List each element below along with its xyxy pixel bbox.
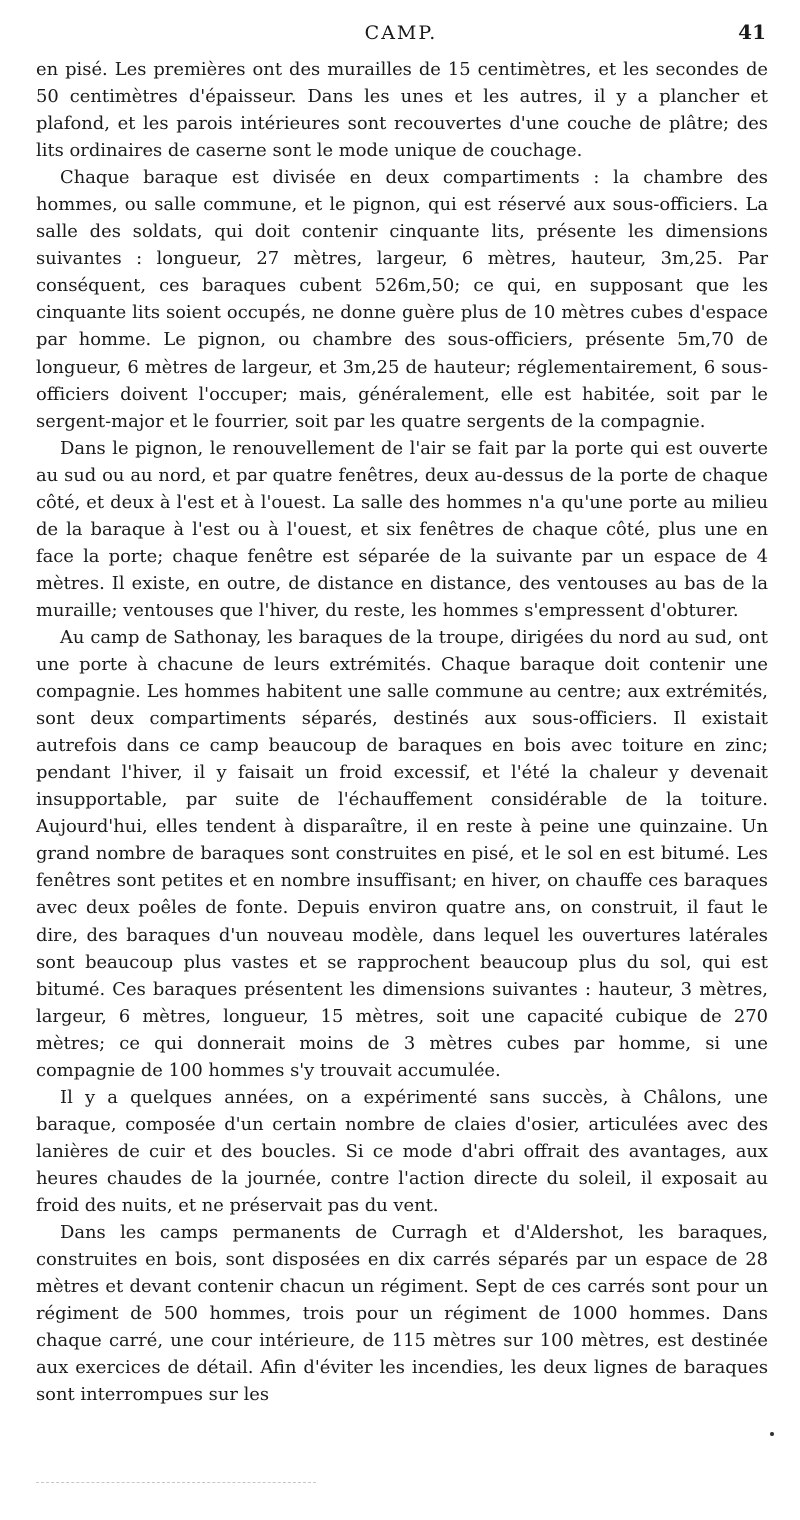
ink-speck (770, 1432, 774, 1436)
paragraph-3: Dans le pignon, le renouvellement de l'air se fait par la porte qui est ouverte au sud ou au nord, et par quatre fenêtres, deux au-dessus de la porte de chaque côté, et deux à l'est et à l'ouest. La salle des hommes n'a qu'une porte au milieu de la baraque à l'est ou à l'ouest, et six fenêtres de chaque côté, plus une en face la porte; chaque fenêtre est séparée de la suivante par un espace de 4 mètres. Il existe, en outre, de distance en distance, des ventouses au bas de la muraille; ventouses que l'hiver, du reste, les hommes s'empressent d'obturer. (36, 437, 768, 621)
body-text (36, 56, 768, 1408)
footer-bleed-rule (36, 1482, 316, 1483)
paragraph-5: Il y a quelques années, on a expérimenté sans succès, à Châlons, une baraque, composée d'un certain nombre de claies d'osier, articulées avec des lanières de cuir et des boucles. Si ce mode d'abri offrait des avantages, aux heures chaudes de la journée, contre l'action directe du soleil, il exposait au froid des nuits, et ne préservait pas du vent. (36, 1086, 768, 1216)
paragraph-4: Au camp de Sathonay, les baraques de la troupe, dirigées du nord au sud, ont une porte à chacune de leurs extrémités. Chaque baraque doit contenir une compagnie. Les hommes habitent une salle commune au centre; aux extrémités, sont deux compartiments séparés, destinés aux sous-officiers. Il existait autrefois dans ce camp beaucoup de baraques en bois avec toiture en zinc; pendant l'hiver, il y faisait un froid excessif, et l'été la chaleur y devenait insupportable, par suite de l'échauffement considérable de la toiture. Aujourd'hui, elles tendent à disparaître, il en reste à peine une quinzaine. Un grand nombre de baraques sont construites en pisé, et le sol en est bitumé. Les fenêtres sont petites et en nombre insuffisant; en hiver, on chauffe ces baraques avec deux poêles de fonte. Depuis environ quatre ans, on construit, il faut le dire, des baraques d'un nouveau modèle, dans lequel les ouvertures latérales sont beaucoup plus vastes et se rapprochent beaucoup plus du sol, qui est bitumé. Ces baraques présentent les dimensions suivantes : hauteur, 3 mètres, largeur, 6 mètres, longueur, 15 mètres, soit une capacité cubique de 270 mètres; ce qui donnerait moins de 3 mètres cubes par homme, si une compagnie de 100 hommes s'y trouvait accumulée. (36, 626, 768, 1081)
running-head (36, 22, 766, 52)
running-title: CAMP. (364, 22, 438, 44)
paragraph-2: Chaque baraque est divisée en deux compartiments : la chambre des hommes, ou salle commune, et le pignon, qui est réservé aux sous-officiers. La salle des soldats, qui doit contenir cinquante lits, présente les dimensions suivantes : longueur, 27 mètres, largeur, 6 mètres, hauteur, 3m,25. Par conséquent, ces baraques cubent 526m,50; ce qui, en supposant que les cinquante lits soient occupés, ne donne guère plus de 10 mètres cubes d'espace par homme. Le pignon, ou chambre des sous-officiers, présente 5m,70 de longueur, 6 mètres de largeur, et 3m,25 de hauteur; réglementairement, 6 sous-officiers doivent l'occuper; mais, généralement, elle est habitée, soit par le sergent-major et le fourrier, soit par les quatre sergents de la compagnie. (36, 167, 768, 432)
paragraph-1: en pisé. Les premières ont des murailles de 15 centimètres, et les secondes de 50 centimètres d'épaisseur. Dans les unes et les autres, il y a plancher et plafond, et les parois intérieures sont recouvertes d'une couche de plâtre; des lits ordinaires de caserne sont le mode unique de couchage. (36, 59, 768, 162)
page-number: 41 (738, 20, 766, 44)
paragraph-6: Dans les camps permanents de Curragh et d'Aldershot, les baraques, construites en bois, sont disposées en dix carrés séparés par un espace de 28 mètres et devant contenir chacun un régiment. Sept de ces carrés sont pour un régiment de 500 hommes, trois pour un régiment de 1000 hommes. Dans chaque carré, une cour intérieure, de 115 mètres sur 100 mètres, est destinée aux exercices de détail. Afin d'éviter les incendies, les deux lignes de baraques sont interrompues sur les (36, 1222, 768, 1406)
